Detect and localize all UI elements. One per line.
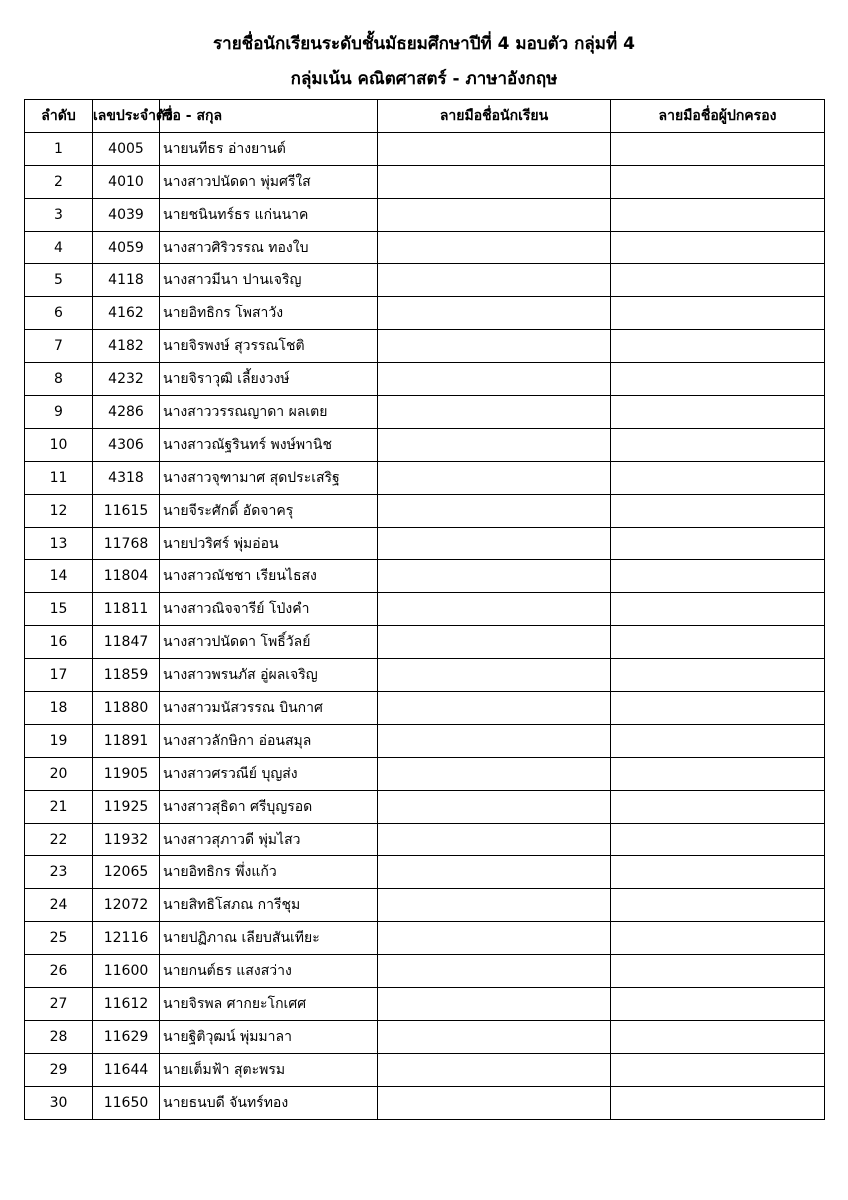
student-signature-cell <box>378 955 611 988</box>
student-id: 11859 <box>93 659 160 692</box>
parent-signature-cell <box>611 790 825 823</box>
student-signature-cell <box>378 363 611 396</box>
table-row <box>25 165 825 198</box>
parent-signature-cell <box>611 823 825 856</box>
student-id: 11891 <box>93 724 160 757</box>
student-name: นางสาวศรวณีย์ บุญส่ง <box>160 757 378 790</box>
student-name: นางสาวณัฐรินทร์ พงษ์พานิช <box>160 428 378 461</box>
parent-signature-cell <box>611 330 825 363</box>
student-signature-cell <box>378 231 611 264</box>
row-number: 4 <box>25 231 93 264</box>
student-name: นางสาวณัชชา เรียนไธสง <box>160 560 378 593</box>
student-id: 11804 <box>93 560 160 593</box>
student-id: 11811 <box>93 593 160 626</box>
student-id: 4010 <box>93 165 160 198</box>
student-signature-cell <box>378 198 611 231</box>
parent-signature-cell <box>611 527 825 560</box>
row-number: 7 <box>25 330 93 363</box>
row-number: 3 <box>25 198 93 231</box>
student-id: 4318 <box>93 461 160 494</box>
student-id: 4286 <box>93 396 160 429</box>
student-signature-cell <box>378 889 611 922</box>
parent-signature-cell <box>611 626 825 659</box>
student-id: 4306 <box>93 428 160 461</box>
parent-signature-cell <box>611 856 825 889</box>
parent-signature-cell <box>611 922 825 955</box>
student-name: นายจีระศักดิ์ อัดจาครุ <box>160 494 378 527</box>
document-subtitle: กลุ่มเน้น คณิตศาสตร์ - ภาษาอังกฤษ <box>290 69 558 89</box>
table-row <box>25 363 825 396</box>
table-row <box>25 560 825 593</box>
student-name: นางสาวมีนา ปานเจริญ <box>160 264 378 297</box>
student-name: นางสาวณิจจารีย์ โป่งคำ <box>160 593 378 626</box>
parent-signature-cell <box>611 264 825 297</box>
student-name: นายอิทธิกร โพสาวัง <box>160 297 378 330</box>
student-id: 11847 <box>93 626 160 659</box>
row-number: 25 <box>25 922 93 955</box>
student-name: นางสาวปนัดดา โพธิ์วัลย์ <box>160 626 378 659</box>
table-row <box>25 856 825 889</box>
student-id: 4118 <box>93 264 160 297</box>
parent-signature-cell <box>611 198 825 231</box>
student-name: นายสิทธิโสภณ การีชุม <box>160 889 378 922</box>
parent-signature-cell <box>611 461 825 494</box>
row-number: 30 <box>25 1086 93 1119</box>
student-name: นางสาวศิริวรรณ ทองใบ <box>160 231 378 264</box>
parent-signature-cell <box>611 593 825 626</box>
parent-signature-cell <box>611 692 825 725</box>
student-id: 11650 <box>93 1086 160 1119</box>
row-number: 22 <box>25 823 93 856</box>
student-signature-cell <box>378 1086 611 1119</box>
table-row <box>25 593 825 626</box>
student-signature-cell <box>378 724 611 757</box>
parent-signature-cell <box>611 297 825 330</box>
parent-signature-cell <box>611 494 825 527</box>
parent-signature-cell <box>611 724 825 757</box>
parent-signature-cell <box>611 231 825 264</box>
table-row <box>25 922 825 955</box>
table-row <box>25 461 825 494</box>
student-name: นายปฏิภาณ เลียบสันเทียะ <box>160 922 378 955</box>
student-signature-cell <box>378 461 611 494</box>
student-id: 11615 <box>93 494 160 527</box>
student-name: นางสาวสุภาวดี พุ่มไสว <box>160 823 378 856</box>
student-id: 12065 <box>93 856 160 889</box>
student-id: 4005 <box>93 132 160 165</box>
student-name: นายจิรพล ศากยะโกเศศ <box>160 988 378 1021</box>
header-name: ชื่อ - สกุล <box>160 100 378 133</box>
row-number: 21 <box>25 790 93 823</box>
table-row <box>25 264 825 297</box>
roster-body <box>25 132 825 1119</box>
table-row <box>25 198 825 231</box>
student-signature-cell <box>378 1020 611 1053</box>
student-name: นายชนินทร์ธร แก่นนาค <box>160 198 378 231</box>
parent-signature-cell <box>611 1053 825 1086</box>
row-number: 2 <box>25 165 93 198</box>
parent-signature-cell <box>611 659 825 692</box>
student-name: นางสาวพรนภัส อู่ผลเจริญ <box>160 659 378 692</box>
row-number: 9 <box>25 396 93 429</box>
header-parent-signature: ลายมือชื่อผู้ปกครอง <box>611 100 825 133</box>
table-row <box>25 790 825 823</box>
parent-signature-cell <box>611 889 825 922</box>
student-signature-cell <box>378 823 611 856</box>
student-id: 11600 <box>93 955 160 988</box>
student-signature-cell <box>378 165 611 198</box>
student-name: นายฐิติวุฒน์ พุ่มมาลา <box>160 1020 378 1053</box>
row-number: 29 <box>25 1053 93 1086</box>
student-id: 4182 <box>93 330 160 363</box>
row-number: 6 <box>25 297 93 330</box>
parent-signature-cell <box>611 1020 825 1053</box>
table-row <box>25 132 825 165</box>
student-signature-cell <box>378 297 611 330</box>
table-row <box>25 626 825 659</box>
row-number: 14 <box>25 560 93 593</box>
parent-signature-cell <box>611 132 825 165</box>
student-id: 11905 <box>93 757 160 790</box>
student-signature-cell <box>378 527 611 560</box>
row-number: 8 <box>25 363 93 396</box>
table-row <box>25 231 825 264</box>
student-signature-cell <box>378 428 611 461</box>
table-row <box>25 1053 825 1086</box>
student-signature-cell <box>378 396 611 429</box>
row-number: 15 <box>25 593 93 626</box>
student-signature-cell <box>378 1053 611 1086</box>
table-row <box>25 396 825 429</box>
row-number: 17 <box>25 659 93 692</box>
student-name: นายอิทธิกร พึ่งแก้ว <box>160 856 378 889</box>
student-name: นางสาวปนัดดา พุ่มศรีใส <box>160 165 378 198</box>
student-signature-cell <box>378 626 611 659</box>
student-signature-cell <box>378 790 611 823</box>
student-signature-cell <box>378 560 611 593</box>
student-signature-cell <box>378 692 611 725</box>
student-id: 11932 <box>93 823 160 856</box>
student-name: นายจิราวุฒิ เลี้ยงวงษ์ <box>160 363 378 396</box>
parent-signature-cell <box>611 955 825 988</box>
student-name: นายกนต์ธร แสงสว่าง <box>160 955 378 988</box>
student-name: นายเต็มฟ้า สุตะพรม <box>160 1053 378 1086</box>
row-number: 20 <box>25 757 93 790</box>
student-id: 11629 <box>93 1020 160 1053</box>
student-signature-cell <box>378 593 611 626</box>
table-row <box>25 692 825 725</box>
table-row <box>25 823 825 856</box>
student-signature-cell <box>378 659 611 692</box>
row-number: 28 <box>25 1020 93 1053</box>
table-row <box>25 1020 825 1053</box>
student-name: นางสาวจุฑามาศ สุดประเสริฐ <box>160 461 378 494</box>
table-row <box>25 659 825 692</box>
parent-signature-cell <box>611 560 825 593</box>
row-number: 18 <box>25 692 93 725</box>
parent-signature-cell <box>611 363 825 396</box>
row-number: 24 <box>25 889 93 922</box>
row-number: 26 <box>25 955 93 988</box>
student-signature-cell <box>378 494 611 527</box>
student-id: 12116 <box>93 922 160 955</box>
student-signature-cell <box>378 132 611 165</box>
parent-signature-cell <box>611 988 825 1021</box>
student-signature-cell <box>378 988 611 1021</box>
header-row <box>25 100 825 133</box>
document-title: รายชื่อนักเรียนระดับชั้นมัธยมศึกษาปีที่ 4 มอบตัว กลุ่มที่ 4 <box>213 34 635 54</box>
table-row <box>25 527 825 560</box>
student-id: 11768 <box>93 527 160 560</box>
row-number: 11 <box>25 461 93 494</box>
parent-signature-cell <box>611 428 825 461</box>
table-row <box>25 330 825 363</box>
student-signature-cell <box>378 757 611 790</box>
student-name: นางสาวลักษิกา อ่อนสมุล <box>160 724 378 757</box>
student-name: นายธนบดี จันทร์ทอง <box>160 1086 378 1119</box>
header-no: ลำดับ <box>25 100 93 133</box>
table-row <box>25 297 825 330</box>
parent-signature-cell <box>611 757 825 790</box>
table-row <box>25 988 825 1021</box>
table-row <box>25 955 825 988</box>
student-name: นางสาวสุธิดา ศรีบุญรอด <box>160 790 378 823</box>
row-number: 10 <box>25 428 93 461</box>
table-row <box>25 889 825 922</box>
table-row <box>25 1086 825 1119</box>
student-signature-cell <box>378 856 611 889</box>
student-id: 4162 <box>93 297 160 330</box>
row-number: 23 <box>25 856 93 889</box>
parent-signature-cell <box>611 1086 825 1119</box>
row-number: 27 <box>25 988 93 1021</box>
student-id: 11880 <box>93 692 160 725</box>
parent-signature-cell <box>611 396 825 429</box>
student-name: นางสาวมนัสวรรณ บินกาศ <box>160 692 378 725</box>
student-name: นายนทีธร อ่างยานต์ <box>160 132 378 165</box>
student-name: นายจิรพงษ์ สุวรรณโชติ <box>160 330 378 363</box>
student-id: 4039 <box>93 198 160 231</box>
row-number: 12 <box>25 494 93 527</box>
student-id: 11925 <box>93 790 160 823</box>
table-row <box>25 757 825 790</box>
student-roster-table <box>24 99 825 1120</box>
student-id: 4059 <box>93 231 160 264</box>
parent-signature-cell <box>611 165 825 198</box>
header-student-signature: ลายมือชื่อนักเรียน <box>378 100 611 133</box>
student-id: 4232 <box>93 363 160 396</box>
student-signature-cell <box>378 330 611 363</box>
row-number: 19 <box>25 724 93 757</box>
student-id: 12072 <box>93 889 160 922</box>
row-number: 5 <box>25 264 93 297</box>
row-number: 16 <box>25 626 93 659</box>
header-student-id: เลขประจำตัว <box>93 100 160 133</box>
table-row <box>25 428 825 461</box>
table-row <box>25 494 825 527</box>
student-name: นางสาววรรณญาดา ผลเตย <box>160 396 378 429</box>
student-signature-cell <box>378 264 611 297</box>
table-row <box>25 724 825 757</box>
student-name: นายปวริศร์ พุ่มอ่อน <box>160 527 378 560</box>
student-signature-cell <box>378 922 611 955</box>
row-number: 13 <box>25 527 93 560</box>
student-id: 11644 <box>93 1053 160 1086</box>
student-id: 11612 <box>93 988 160 1021</box>
row-number: 1 <box>25 132 93 165</box>
